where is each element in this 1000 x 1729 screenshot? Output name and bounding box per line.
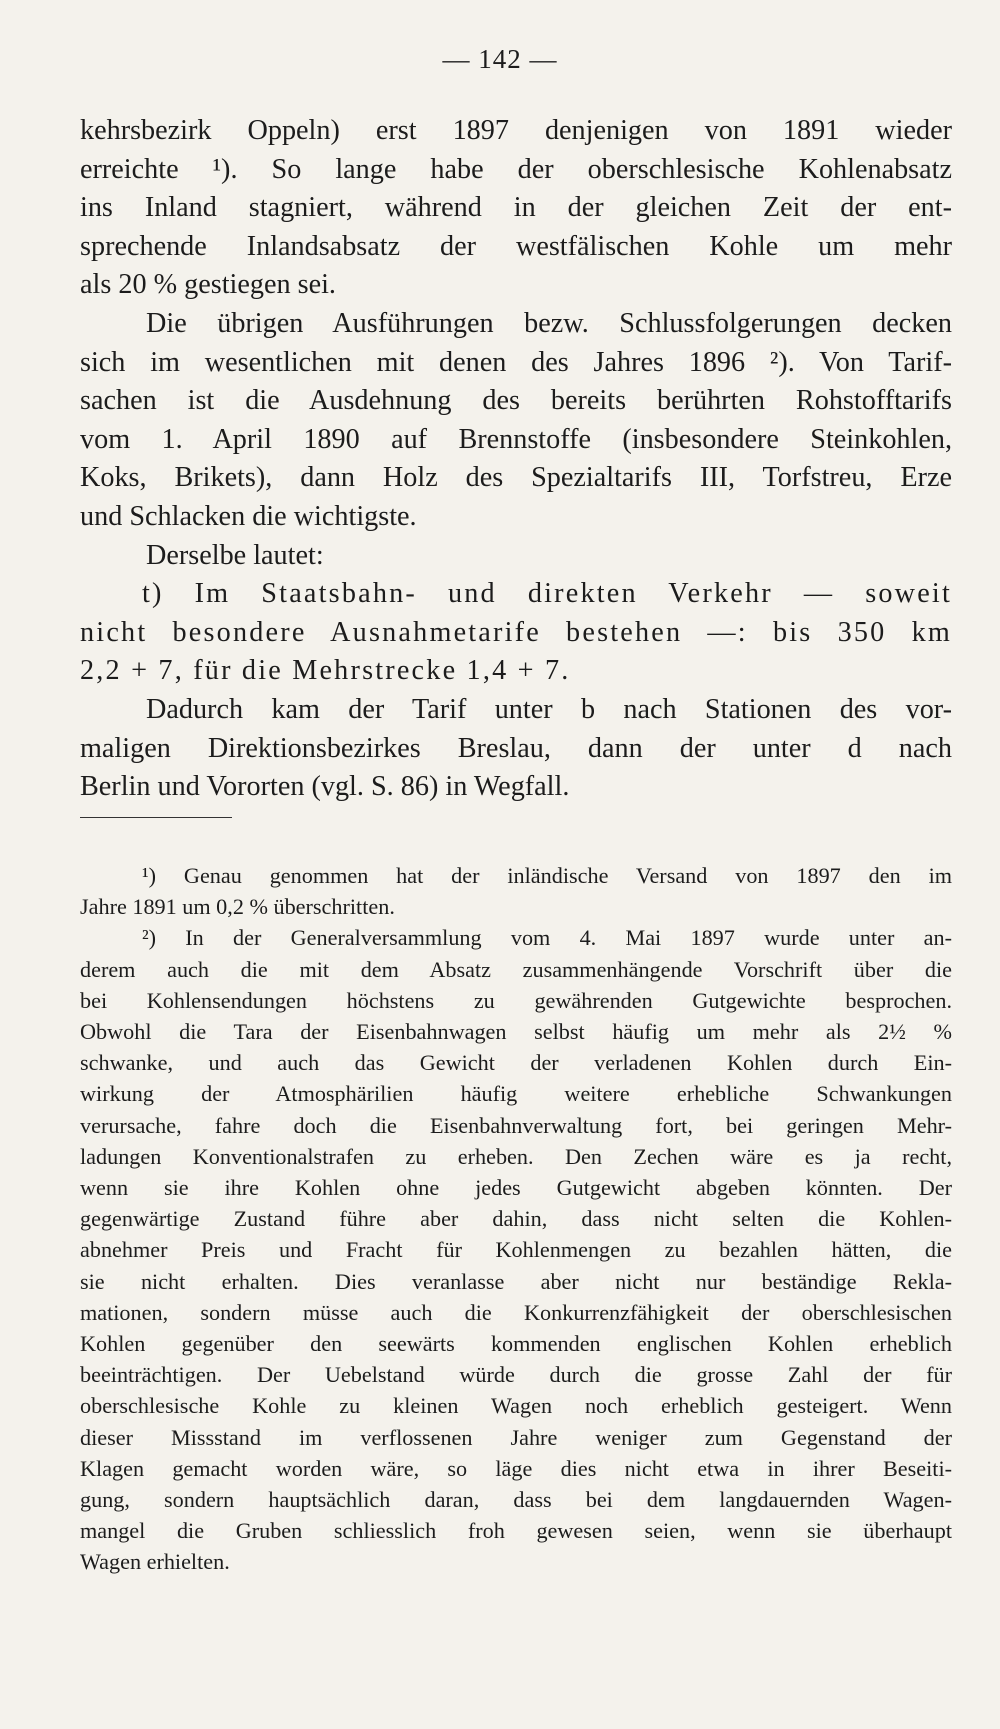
footnote-text-line: Wagen erhielten. [80,1549,230,1575]
footnote-2 [80,922,952,1577]
footnote-text-line: Obwohl die Tara der Eisenbahnwagen selbst häufig um mehr als 2½ % [80,1019,952,1045]
body-text-line: Berlin und Vororten (vgl. S. 86) in Wegfall. [80,771,570,803]
body-text-line: als 20 % gestiegen sei. [80,269,336,301]
footnote-text-line: ¹) Genau genommen hat der inländische Versand von 1897 den im [142,863,952,888]
footnote-1 [80,860,952,922]
body-text-line: sprechende Inlandsabsatz der westfälischen Kohle um mehr [80,230,952,262]
body-text-line: t) Im Staatsbahn- und direkten Verkehr — soweit [142,578,952,610]
body-text-line: sich im wesentlichen mit denen des Jahres 1896 ²). Von Tarif- [80,346,952,378]
body-text-line: Derselbe lautet: [146,539,324,571]
body-text-line: erreichte ¹). So lange habe der oberschlesische Kohlenabsatz [80,153,952,185]
body-text-line: vom 1. April 1890 auf Brennstoffe (insbesondere Steinkohlen, [80,423,952,455]
body-text-line: nicht besondere Ausnahmetarife bestehen —: bis 350 km [80,616,952,648]
footnote-text-line: Jahre 1891 um 0,2 % überschritten. [80,894,395,920]
footnote-text-line: sie nicht erhalten. Dies veranlasse aber nicht nur beständige Rekla- [80,1268,952,1294]
page-number: — 142 — [442,44,558,74]
body-text-line: maligen Direktionsbezirkes Breslau, dann der unter d nach [80,732,952,764]
body-text-line: Koks, Brikets), dann Holz des Spezialtarifs III, Torfstreu, Erze [80,462,952,494]
footnote-text-line: oberschlesische Kohle zu kleinen Wagen noch erheblich gesteigert. Wenn [80,1393,952,1419]
body-text-line: Die übrigen Ausführungen bezw. Schlussfolgerungen decken [146,307,952,339]
body-text-line: und Schlacken die wichtigste. [80,500,417,532]
tariff-provision-t [80,575,952,691]
footnote-text-line: Klagen gemacht worden wäre, so läge dies nicht etwa in ihrer Beseiti- [80,1455,952,1481]
footnote-text-line: beeinträchtigen. Der Uebelstand würde durch die grosse Zahl der für [80,1362,952,1388]
footnote-text-line: verursache, fahre doch die Eisenbahnverwaltung fort, bei geringen Mehr- [80,1112,952,1138]
footnote-text-line: derem auch die mit dem Absatz zusammenhängende Vorschrift über die [80,956,952,982]
footnote-separator [80,817,232,818]
footnote-text-line: wirkung der Atmosphärilien häufig weitere erhebliche Schwankungen [80,1081,952,1107]
footnote-text-line: mangel die Gruben schliesslich froh gewesen seien, wenn sie überhaupt [80,1518,952,1544]
paragraph-derselbe-lautet [80,537,952,576]
footnote-text-line: mationen, sondern müsse auch die Konkurrenzfähigkeit der oberschlesischen [80,1299,952,1325]
footnote-text-line: Kohlen gegenüber den seewärts kommenden englischen Kohlen erheblich [80,1331,952,1357]
body-text-line: ins Inland stagniert, während in der gleichen Zeit der ent- [80,192,952,224]
body-text-line: kehrsbezirk Oppeln) erst 1897 denjenigen von 1891 wieder [80,115,952,146]
paragraph-oppeln [80,112,952,305]
footnote-text-line: abnehmer Preis und Fracht für Kohlenmengen zu bezahlen hätten, die [80,1237,952,1263]
footnote-text-line: gegenwärtige Zustand führe aber dahin, dass nicht selten die Kohlen- [80,1206,952,1232]
paragraph-wegfall [80,691,952,807]
body-text [80,112,952,807]
footnote-text-line: ladungen Konventionalstrafen zu erheben. Den Zechen wäre es ja recht, [80,1143,952,1169]
footnote-text-line: wenn sie ihre Kohlen ohne jedes Gutgewicht abgeben könnten. Der [80,1175,952,1201]
paragraph-ausfuehrungen [80,305,952,537]
footnotes [80,860,952,1578]
footnote-text-line: dieser Missstand im verflossenen Jahre weniger zum Gegenstand der [80,1424,952,1450]
footnote-text-line: schwanke, und auch das Gewicht der verladenen Kohlen durch Ein- [80,1050,952,1076]
footnote-text-line: gung, sondern hauptsächlich daran, dass bei dem langdauernden Wagen- [80,1487,952,1513]
body-text-line: Dadurch kam der Tarif unter b nach Stationen des vor- [146,693,952,725]
footnote-text-line: ²) In der Generalversammlung vom 4. Mai 1897 wurde unter an- [142,925,952,951]
footnote-text-line: bei Kohlensendungen höchstens zu gewährenden Gutgewichte besprochen. [80,987,952,1013]
body-text-line: sachen ist die Ausdehnung des bereits berührten Rohstofftarifs [80,385,952,417]
body-text-line: 2,2 + 7, für die Mehrstrecke 1,4 + 7. [80,655,571,687]
